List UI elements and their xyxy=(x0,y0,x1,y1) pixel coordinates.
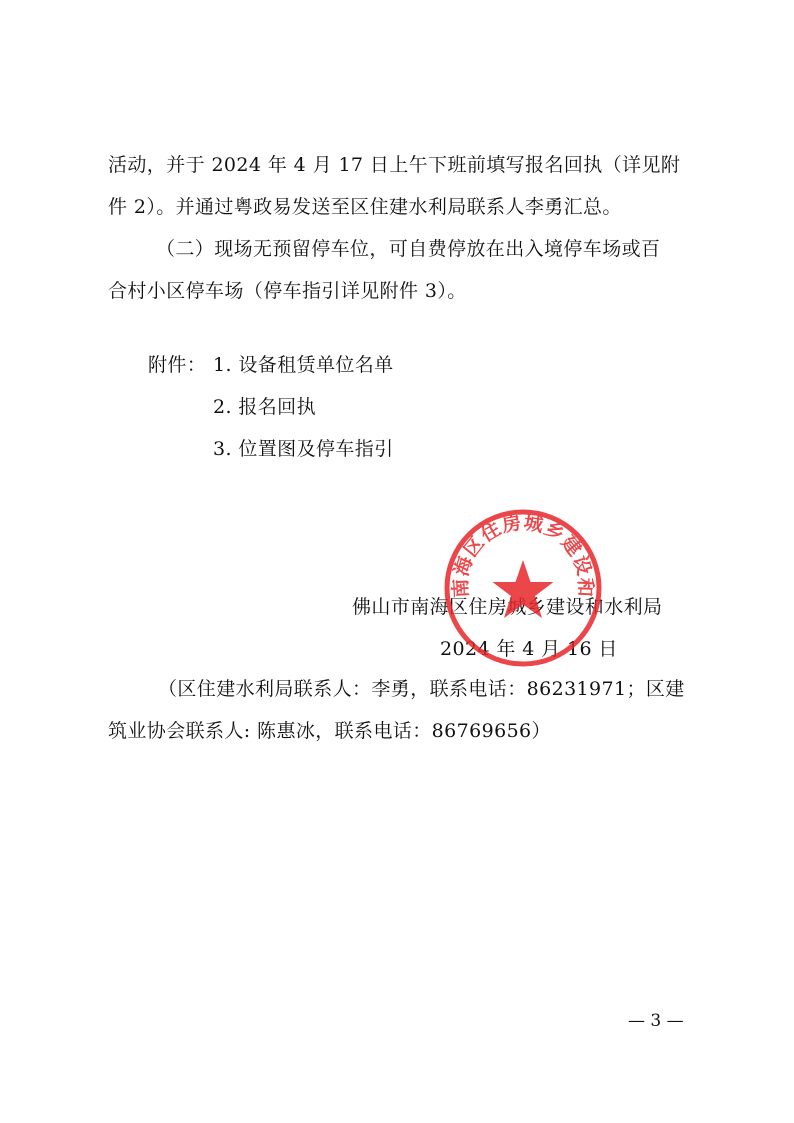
seal-star-icon xyxy=(493,560,554,618)
attachment-item: 3. 位置图及停车指引 xyxy=(213,438,394,460)
seal-icon xyxy=(443,508,603,668)
attachment-item: 1. 设备租赁单位名单 xyxy=(213,354,394,376)
page-number: — 3 — xyxy=(628,1011,684,1031)
paragraph-line: 件 2）。并通过粤政易发送至区住建水利局联系人李勇汇总。 xyxy=(108,196,622,218)
official-seal xyxy=(443,508,603,668)
issue-date: 2024 年 4 月 16 日 xyxy=(440,638,618,660)
attachment-item: 2. 报名回执 xyxy=(213,396,316,418)
paragraph-line: 合村小区停车场（停车指引详见附件 3）。 xyxy=(108,280,467,302)
contact-line: 筑业协会联系人: 陈惠冰，联系电话：86769656） xyxy=(108,720,551,742)
contact-line: （区住建水利局联系人：李勇，联系电话：86231971；区建 xyxy=(158,678,685,700)
attachments-label: 附件： xyxy=(148,354,207,376)
seal-text: 南海区住房城乡建设和 xyxy=(449,511,597,599)
paragraph-line: 活动，并于 2024 年 4 月 17 日上午下班前填写报名回执（详见附 xyxy=(108,154,681,176)
issuing-organization: 佛山市南海区住房城乡建设和水利局 xyxy=(352,596,663,618)
paragraph-line: （二）现场无预留停车位，可自费停放在出入境停车场或百 xyxy=(156,238,661,260)
